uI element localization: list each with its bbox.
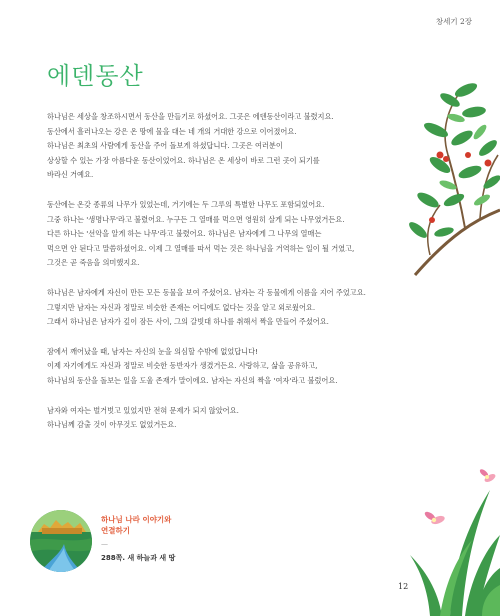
text-line: 먹으면 안 된다고 말씀하셨어요. 이제 그 열매를 따서 먹는 것은 하나님을 거역하는 일이 될 거였고, <box>47 243 355 253</box>
text-line: 동산에서 흘러나오는 강은 온 땅에 물을 대는 네 개의 거대한 강으로 이어졌어요. <box>47 126 297 136</box>
text-line: 그렇지만 남자는 자신과 정말로 비슷한 존재는 어디에도 없다는 것을 알고 외로웠어요. <box>47 302 316 312</box>
text-line: 그래서 하나님은 남자가 깊이 잠든 사이, 그의 갈빗대 하나를 취해서 짝을 만들어 주셨어요. <box>47 317 329 327</box>
text-line: 동산에는 온갖 종류의 나무가 있었는데, 거기에는 두 그루의 특별한 나무도 포함되었어요. <box>47 199 325 209</box>
footer-song-reference: 288쪽. 새 하늘과 새 땅 <box>101 554 176 562</box>
paragraph-4 <box>47 345 427 389</box>
grass-flowers-illustration <box>410 440 500 616</box>
page-title: 에덴동산 <box>47 62 144 90</box>
chapter-reference: 창세기 2장 <box>435 17 472 26</box>
text-line: 하나님은 세상을 창조하시면서 동산을 만들기로 하셨어요. 그곳은 에덴동산이라고 불렸지요. <box>47 112 334 121</box>
text-line: 잠에서 깨어났을 때, 남자는 자신의 눈을 의심할 수밖에 없었답니다! <box>47 346 258 356</box>
paragraph-3 <box>47 286 427 330</box>
paragraph-5 <box>47 404 427 433</box>
text-line: 이제 자기에게도 자신과 정말로 비슷한 동반자가 생겼거든요. 사랑하고, 삶을 공유하고, <box>47 361 318 371</box>
text-line: 상상할 수 있는 가장 아름다운 동산이었어요. 하나님은 온 세상이 바로 그런 곳이 되기를 <box>47 155 320 165</box>
page-number: 12 <box>398 582 409 591</box>
text-line: 하나님은 남자에게 자신이 만든 모든 동물을 보여 주셨어요. 남자는 각 동물에게 이름을 지어 주었고요. <box>47 287 366 297</box>
tree-branch-illustration <box>370 60 500 290</box>
text-line: 하나님의 동산을 돌보는 일을 도울 존재가 말이에요. 남자는 자신의 짝을 '여자'라고 불렀어요. <box>47 375 338 385</box>
text-line: 하나님께 감출 것이 아무것도 없었거든요. <box>47 420 177 430</box>
text-line: 다른 하나는 '선악을 알게 하는 나무'라고 불렸어요. 하나님은 남자에게 그 나무의 열매는 <box>47 229 322 239</box>
text-line: 하나님은 최초의 사람에게 동산을 주어 돌보게 하셨답니다. 그곳은 여러분이 <box>47 141 283 151</box>
text-line: 그중 하나는 '생명나무'라고 불렸어요. 누구든 그 열매를 먹으면 영원히 살게 되는 나무였거든요. <box>47 214 345 224</box>
text-line: 바라신 거예요. <box>47 170 94 180</box>
footer-label-line: 하나님 나라 이야기와 <box>101 515 172 524</box>
footer-medallion <box>30 510 92 572</box>
city-landscape-icon <box>30 510 92 572</box>
footer-connection-label <box>101 514 171 536</box>
footer-divider: — <box>101 540 108 548</box>
text-line: 그것은 곧 죽음을 의미했지요. <box>47 258 140 268</box>
text-line: 남자와 여자는 벌거벗고 있었지만 전혀 문제가 되지 않았어요. <box>47 405 239 415</box>
footer-label-line: 연결하기 <box>101 526 130 535</box>
